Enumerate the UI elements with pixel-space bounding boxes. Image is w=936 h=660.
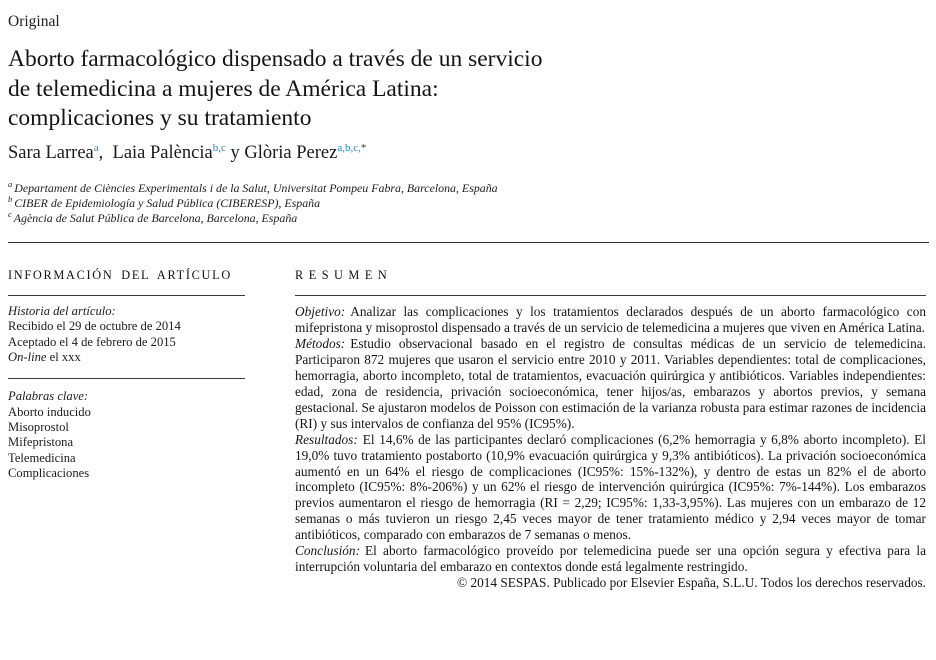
article-info-column	[8, 268, 245, 481]
corresponding-author-asterisk: *	[360, 141, 367, 154]
author-affiliation-superscript: a,b,c,	[337, 141, 361, 154]
affiliation-text: CIBER de Epidemiología y Salud Pública (CIBERESP), España	[14, 196, 321, 211]
author-affiliation-superscript: a	[93, 141, 99, 154]
keywords-divider	[8, 378, 245, 379]
affiliation-superscript: a	[8, 179, 13, 190]
article-title-line: Aborto farmacológico dispensado a través de un servicio	[8, 46, 543, 72]
keyword: Complicaciones	[8, 466, 90, 481]
abstract-header: RESUMEN	[295, 268, 393, 282]
article-history	[8, 304, 245, 365]
abstract-body	[295, 304, 926, 591]
keywords-block	[8, 389, 245, 481]
abstract-section-label: Objetivo:	[295, 304, 346, 319]
author-name: Laia Palència	[112, 143, 213, 163]
article-history-accepted: Aceptado el 4 de febrero de 2015	[8, 334, 176, 349]
affiliation	[8, 196, 498, 211]
header-divider	[8, 242, 929, 243]
keyword: Misoprostol	[8, 420, 69, 435]
affiliation	[8, 211, 498, 226]
affiliation-list	[8, 181, 498, 227]
author	[113, 143, 245, 163]
keyword: Aborto inducido	[8, 404, 91, 419]
abstract-section-label: Métodos:	[295, 335, 346, 351]
article-info-divider	[8, 295, 245, 296]
abstract-section-text: Analizar las complicaciones y los tratamientos declarados después de un aborto farmacológico con mifepristona y misoprostol dispensado a través de un servicio de telemedicina a mujeres que viven en América Latina.	[295, 304, 926, 335]
author-list	[8, 143, 366, 164]
article-history-label: Historia del artículo:	[8, 304, 116, 318]
author-name: Sara Larrea	[8, 143, 94, 163]
keyword: Mifepristona	[8, 435, 74, 450]
article-history-online	[8, 350, 245, 365]
keywords-label: Palabras clave:	[8, 389, 89, 404]
abstract-divider	[295, 295, 926, 296]
affiliation	[8, 181, 498, 196]
article-title	[8, 45, 542, 134]
copyright-line: © 2014 SESPAS. Publicado por Elsevier España, S.L.U. Todos los derechos reservados.	[457, 575, 926, 591]
article-info-header: INFORMACIÓN DEL ARTÍCULO	[8, 268, 232, 282]
author	[8, 143, 113, 163]
abstract-section-text: Estudio observacional basado en el registro de consultas médicas de un servicio de telemedicina. Participaron 872 mujeres que usaron el servicio entre 2010 y 2011. Variables dependientes: total de complicaciones, hemorragia, aborto incompleto, total de tratamientos, evacuación quirúrgica y antibióticos. Variables independientes: edad, zona de residencia, privación socioeconómica, tener hijos/as, embarazos y abortos previos, y semana gestacional. Se ajustaron modelos de Poisson con estimación de la varianza robusta para estimar razones de incidencia (RI) y sus intervalos de confianza del 95% (IC95%).	[295, 335, 926, 431]
affiliation-text: Departament de Ciències Experimentals i de la Salut, Universitat Pompeu Fabra, Barcelona, España	[14, 181, 498, 195]
author-name: Glòria Perez	[244, 143, 338, 163]
abstract-section-text: El aborto farmacológico proveído por telemedicina puede ser una opción segura y efectiva para la interrupción voluntaria del embarazo en contextos donde está legalmente restringido.	[295, 543, 926, 575]
affiliation-text: Agència de Salut Pública de Barcelona, Barcelona, España	[13, 211, 298, 226]
abstract-section-objetivo	[295, 304, 926, 336]
article-title-line: de telemedicina a mujeres de América Latina:	[8, 75, 439, 102]
article-history-received: Recibido el 29 de octubre de 2014	[8, 319, 181, 334]
abstract-section-conclusion	[295, 543, 926, 575]
abstract-section-resultados	[295, 432, 926, 544]
affiliation-superscript: b	[8, 194, 13, 205]
author-separator: y	[225, 143, 245, 163]
abstract-section-metodos	[295, 336, 926, 432]
abstract-section-label: Resultados:	[295, 431, 358, 447]
abstract-column	[295, 268, 926, 591]
author	[244, 143, 366, 163]
author-affiliation-superscript: b,c	[212, 141, 226, 154]
keyword: Telemedicina	[8, 450, 76, 465]
article-type-label: Original	[8, 13, 60, 30]
abstract-section-label: Conclusión:	[295, 543, 361, 559]
online-label: On-line	[8, 350, 47, 365]
abstract-section-text: El 14,6% de las participantes declaró complicaciones (6,2% hemorragia y 6,8% aborto incompleto). El 19,0% tuvo tratamiento postaborto (10,9% evacuación quirúrgica y 9,3% antibióticos). La privación socioeconómica aumentó en un 64% el riesgo de complicaciones (IC95%: 15%-132%), y dentro de estas un 82% el de aborto incompleto (IC95%: 8%-206%) y un 62% el riesgo de intervención quirúrgica (IC95%: 7%-144%). Los embarazos previos aumentaron el riesgo de hemorragia (RI = 2,29; IC95%: 1,33-3,95%). Las mujeres con un embarazo de 12 semanas o más tuvieron un riesgo 2,45 veces mayor de tener tratamiento médico y 2,94 veces mayor de tomar antibióticos, comparado con embarazos de 7 semanas o menos.	[295, 431, 926, 543]
article-title-line: complicaciones y su tratamiento	[8, 105, 312, 131]
author-separator: ,	[98, 143, 113, 163]
online-value: el xxx	[46, 350, 81, 365]
affiliation-superscript: c	[8, 209, 12, 220]
